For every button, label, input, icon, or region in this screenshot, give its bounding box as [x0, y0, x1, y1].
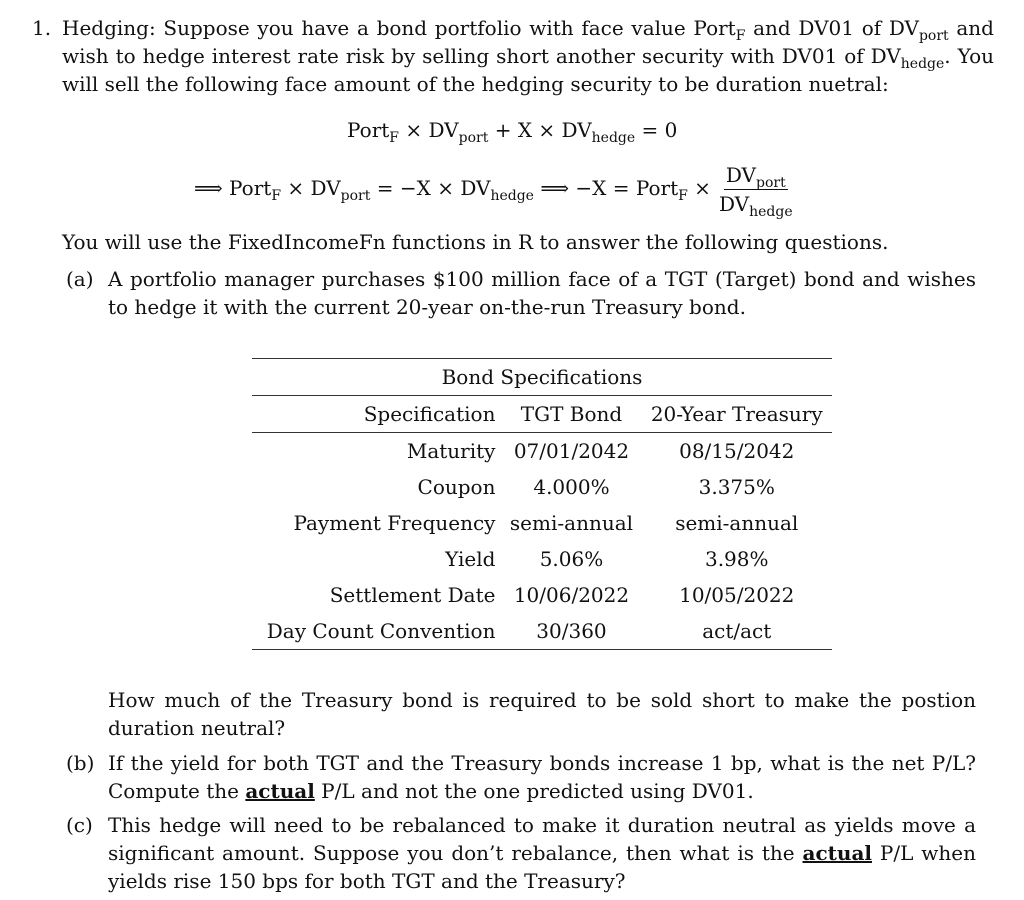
dv-ratio-fraction: $\frac{DV_{port}}{DV_{hedge}}$ [718, 163, 793, 220]
question-intro: Hedging: Suppose you have a bond portfolio with face value Port$_F$ and DV01 of $DV_{port}$ and wish to hedge interest rate risk by selling short another security with DV01 of $DV_{hedge}$. You will sell the following face amount of the hedging security to be duration nuetral: [62, 16, 994, 96]
part-a [66, 265, 976, 321]
part-a-question: How much of the Treasury bond is required to be sold short to make the postion duration neutral? [108, 688, 976, 740]
part-b-label: (b) [66, 751, 95, 775]
table-row: Maturity 07/01/2042 08/15/2042 [406, 439, 795, 463]
table-row: Yield 5.06% 3.98% [445, 547, 769, 571]
column-header: 20-Year Treasury [641, 396, 832, 433]
column-header: Specification [252, 396, 501, 433]
part-b-text: If the yield for both TGT and the Treasury bonds increase 1 bp, what is the net P/L? Compute the actual P/L and not the one predicted using DV01. [108, 751, 976, 803]
equation-2: ⟹ Port$_F$ × $DV_{port} = -X \times DV_{hedge}$ ⟹ −X = Port$_F$ × $\frac{DV_{port}}{DV_{hedge}}$ [194, 163, 793, 220]
table-header-row [252, 396, 832, 433]
bond-specifications-table [252, 358, 832, 650]
part-c-text: This hedge will need to be rebalanced to make it duration neutral as yields move a significant amount. Suppose you don’t rebalance, then what is the actual P/L when yields rise 150 bps for both TGT and the Treasury? [108, 813, 976, 893]
emphasis-actual: actual [802, 841, 873, 865]
part-a-label: (a) [66, 267, 94, 291]
column-header: TGT Bond [501, 396, 641, 433]
part-b [66, 749, 976, 805]
table-row: Day Count Convention 30/360 act/act [252, 613, 832, 650]
part-c-label: (c) [66, 813, 93, 837]
equation-1: Port$_F$ × $DV_{port} + X \times DV_{hedge} = 0$ [347, 118, 678, 146]
part-c [66, 811, 976, 895]
table-row: Settlement Date 10/06/2022 10/05/2022 [329, 583, 795, 607]
table-row: Coupon 4.000% 3.375% [417, 475, 775, 499]
question-1 [32, 14, 994, 98]
instruction-text: You will use the FixedIncomeFn functions in R to answer the following questions. [62, 230, 889, 254]
table-caption: Bond Specifications [252, 359, 832, 396]
question-number: 1. [32, 16, 52, 40]
table-row: Payment Frequency semi-annual semi-annual [293, 511, 799, 535]
emphasis-actual: actual [245, 779, 315, 803]
part-a-text: A portfolio manager purchases $100 million face of a TGT (Target) bond and wishes to hedge it with the current 20-year on-the-run Treasury bond. [108, 267, 976, 319]
